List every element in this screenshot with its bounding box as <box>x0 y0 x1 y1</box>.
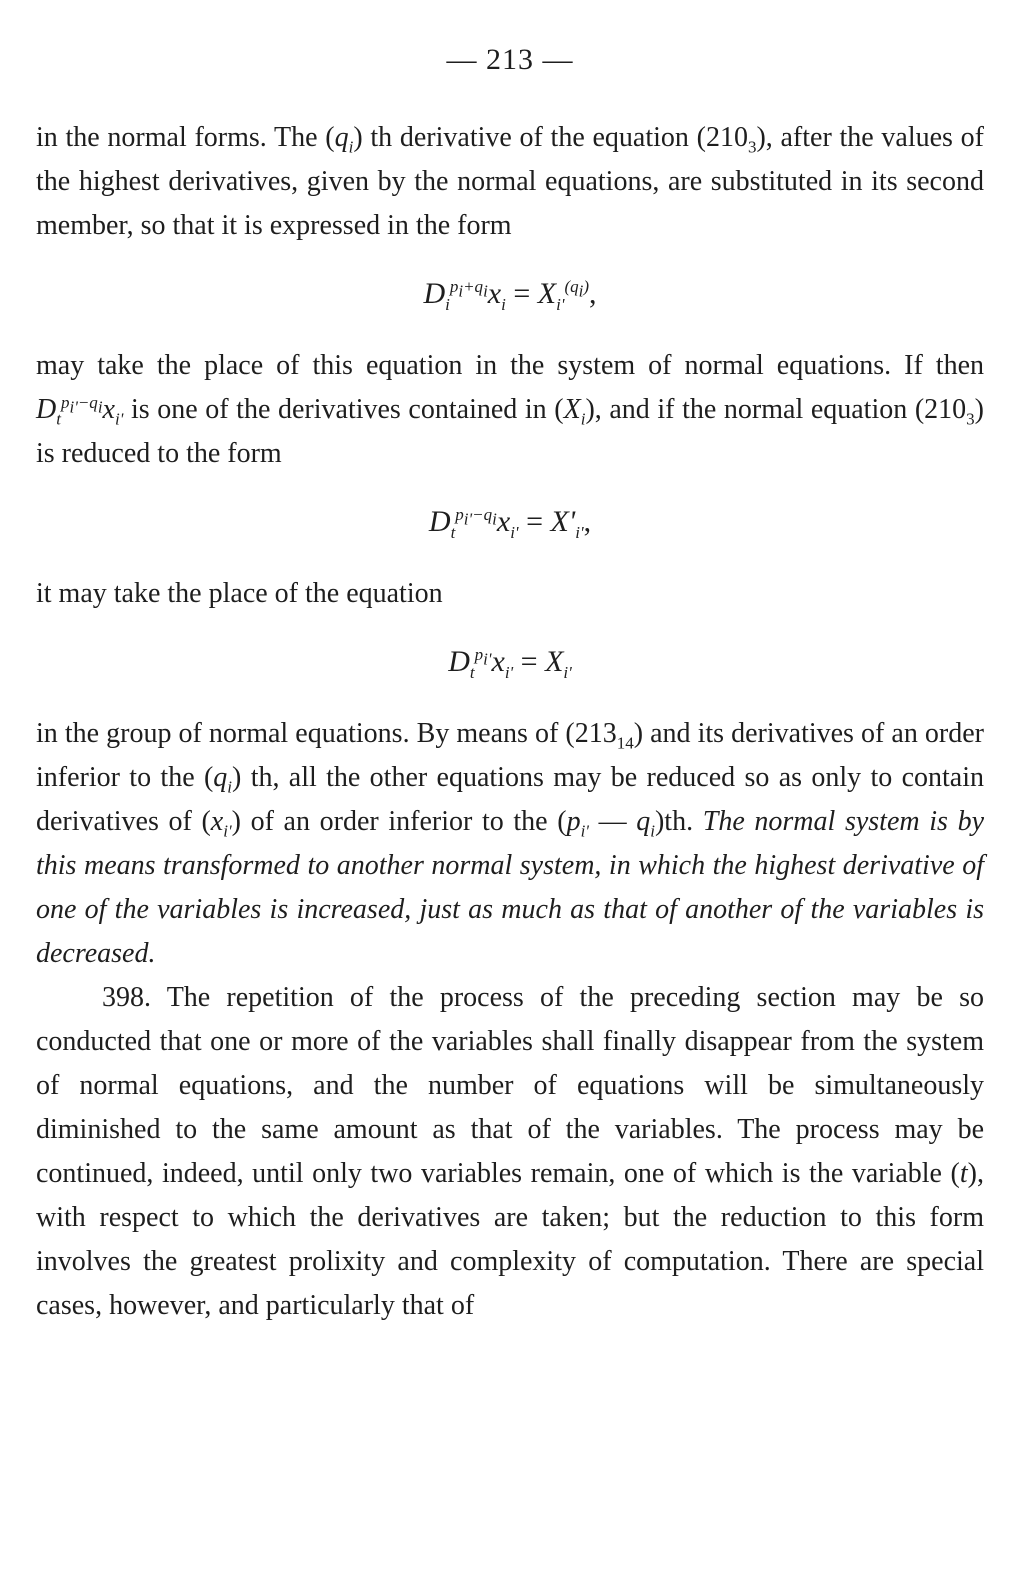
page-number: — 213 — <box>446 43 574 76</box>
paragraph-2: may take the place of this equation in the system of normal equations. If then $D_t^{p_{i'}-q_i}x_{i'}$ is one of the derivatives contained in $(X_i)$, and if the normal equation $(210_3)$ is reduced to the form <box>36 350 984 469</box>
paragraph-1: in the normal forms. The $(q_i)$ th derivative of the equation $(210_3)$, after the values of the highest derivatives, given by the normal equations, are substituted in its second member, so that it is expressed in the form <box>36 122 984 241</box>
equation-2: $D_t^{p_{i'}-q_i}x_{i'} = X'_{i'}$, <box>428 505 592 542</box>
equation-1: $D_i^{p_i+q_i}x_i = X_{i'}^{(q_i)}$, <box>423 277 597 314</box>
paragraph-4: in the group of normal equations. By means of $(213_{14})$ and its derivatives of an order inferior to the $(q_i)$ th, all the other equations may be reduced so as only to contain derivatives of $(x_{i'})$ of an order inferior to the ($p_{i'}$ — $q_i)th$. The normal system is by this means transformed to another normal system, in which the highest derivative of one of the variables is increased, just as much as that of another of the variables is decreased. <box>36 718 985 969</box>
equation-3: $D_t^{p_{i'}}x_{i'} = X_{i'}$ <box>448 645 572 682</box>
italic-statement: The normal system is by this means transformed to another normal system, in which the highest derivative of one of the variables is increased, just as much as that of another of the variables is decreased. <box>36 806 985 969</box>
document-page <box>36 40 984 1560</box>
paragraph-3: it may take the place of the equation <box>36 578 443 609</box>
paragraph-398: 398. The repetition of the process of the preceding section may be so conducted that one or more of the variables shall finally disappear from the system of normal equations, and the number of equations will be simultaneously diminished to the same amount as that of the variables. The process may be continued, indeed, until only two variables remain, one of which is the variable (t), with respect to which the derivatives are taken; but the reduction to this form involves the greatest prolixity and complexity of computation. There are special cases, however, and particularly that of <box>36 982 984 1321</box>
